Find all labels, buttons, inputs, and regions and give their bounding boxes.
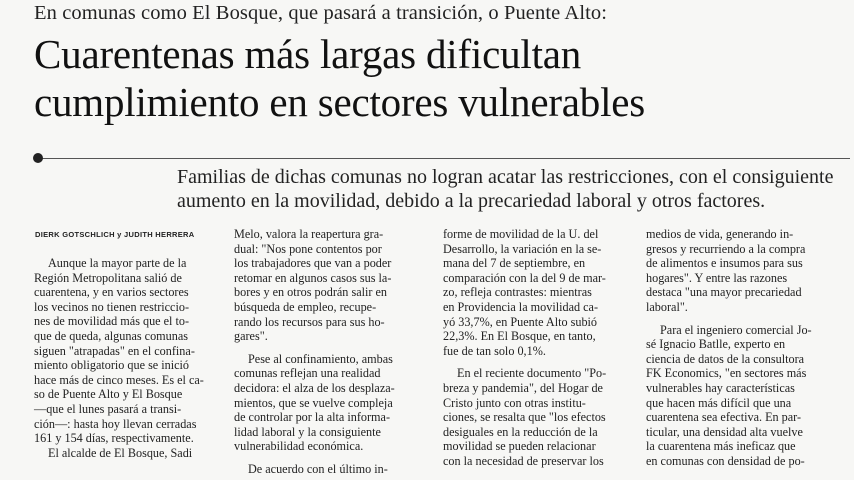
body-line: Melo, valora la reapertura gra-	[234, 227, 384, 241]
body-line: 161 y 154 días, respectivamente.	[34, 431, 194, 446]
body-line: ciencia de datos de la consultora	[646, 351, 805, 366]
body-line: gares".	[234, 329, 268, 344]
body-line: que hacen más difícil que una	[646, 395, 792, 410]
body-line: la cuarentena más ineficaz que	[646, 439, 796, 454]
body-line: dual: "Nos pone contentos por	[234, 241, 382, 256]
body-line: Desarrollo, la variación en la se-	[443, 241, 602, 256]
body-line: yó 33,7%, en Puente Alto subió	[443, 314, 598, 329]
body-line: gresos y recurriendo a la compra	[646, 241, 806, 256]
body-line: en Providencia la movilidad ca-	[443, 299, 598, 314]
body-line: hace más de cinco meses. Es el ca-	[34, 372, 204, 387]
byline: DIERK GOTSCHLICH y JUDITH HERRERA	[35, 230, 195, 239]
body-line: fue de tan solo 0,1%.	[443, 343, 546, 358]
body-line: so de Puente Alto y El Bosque	[34, 387, 183, 402]
body-line: Región Metropolitana salió de	[34, 270, 182, 285]
body-line: lidad laboral y la consiguiente	[234, 424, 381, 439]
divider-bullet	[33, 153, 43, 163]
body-line: de alimentos e insumos para sus	[646, 256, 803, 271]
body-line: El alcalde de El Bosque, Sadi	[48, 445, 193, 460]
body-line: forme de movilidad de la U. del	[443, 227, 599, 241]
body-line: que de queda, algunas comunas	[34, 328, 188, 343]
body-line: Cristo junto con otras institu-	[443, 395, 586, 410]
body-line: destaca "una mayor precariedad	[646, 285, 802, 300]
body-line: 22,3%. En El Bosque, en tanto,	[443, 329, 596, 344]
body-column-2	[234, 227, 395, 477]
body-line: vulnerables hay características	[646, 380, 795, 395]
body-line: miento obligatorio que se inició	[34, 358, 190, 373]
body-line: en comunas con densidad de po-	[646, 453, 805, 468]
body-line: comunas reflejan una realidad	[234, 366, 381, 381]
body-line: —que el lunes pasará a transi-	[34, 401, 182, 416]
body-line: zo, refleja contrastes: mientras	[443, 285, 592, 300]
body-line: breza y pandemia", del Hogar de	[443, 380, 603, 395]
body-line: Para el ingeniero comercial Jo-	[660, 322, 812, 337]
body-line: siguen "atrapadas" en el confina-	[34, 343, 195, 358]
body-line: comparación con la del 9 de mar-	[443, 270, 606, 285]
body-line: En el reciente documento "Po-	[457, 366, 607, 381]
kicker: En comunas como El Bosque, que pasará a transición, o Puente Alto:	[34, 2, 608, 24]
body-line: ticular, una densidad alta vuelve	[646, 424, 803, 439]
body-line: laboral".	[646, 299, 688, 314]
body-line: De acuerdo con el último in-	[248, 461, 388, 476]
body-line: movilidad se pueden relacionar	[443, 439, 596, 454]
subhead-line: Familias de dichas comunas no logran acatar las restricciones, con el consiguiente	[177, 166, 834, 188]
subhead	[177, 165, 833, 213]
subhead-line: aumento en la movilidad, debido a la precariedad laboral y otros factores.	[177, 190, 766, 212]
body-line: ción—: hasta hoy llevan cerradas	[34, 416, 197, 431]
body-line: búsqueda de empleo, recupe-	[234, 299, 377, 314]
body-column-1	[34, 256, 204, 460]
body-column-3	[443, 227, 606, 469]
body-line: nes de movilidad más que el to-	[34, 314, 190, 329]
body-line: Aunque la mayor parte de la	[48, 256, 187, 270]
body-line: hogares". Y entre las razones	[646, 270, 788, 285]
body-line: rando los recursos para sus ho-	[234, 314, 385, 329]
body-line: desiguales en la reducción de la	[443, 424, 598, 439]
body-line: con la necesidad de preservar los	[443, 453, 604, 468]
body-line: bores y en otros podrán salir en	[234, 285, 387, 300]
body-line: vulnerabilidad económica.	[234, 439, 364, 454]
body-line: cuarentena, y en varios sectores	[34, 285, 189, 300]
body-line: cuarentena sea efectiva. En par-	[646, 410, 802, 425]
body-line: mientos, que se vuelve compleja	[234, 395, 393, 410]
body-line: de controlar por la alta informa-	[234, 410, 390, 425]
headline	[34, 30, 645, 126]
body-line: ciones, se resalta que "los efectos	[443, 410, 606, 425]
body-line: sé Ignacio Batlle, experto en	[646, 337, 786, 352]
body-column-4	[646, 227, 812, 469]
section-divider	[38, 158, 850, 159]
body-line: mana del 7 de septiembre, en	[443, 256, 586, 271]
body-line: retomar en algunos casos sus la-	[234, 270, 392, 285]
headline-line: cumplimiento en sectores vulnerables	[34, 79, 646, 125]
body-line: los trabajadores que van a poder	[234, 256, 392, 271]
body-line: los vecinos no tienen restriccio-	[34, 299, 190, 314]
body-line: FK Economics, "en sectores más	[646, 366, 807, 381]
body-line: decidora: el alza de los desplaza-	[234, 380, 395, 395]
body-line: medios de vida, generando in-	[646, 227, 794, 241]
body-line: Pese al confinamiento, ambas	[248, 351, 393, 366]
headline-line: Cuarentenas más largas dificultan	[34, 31, 582, 77]
